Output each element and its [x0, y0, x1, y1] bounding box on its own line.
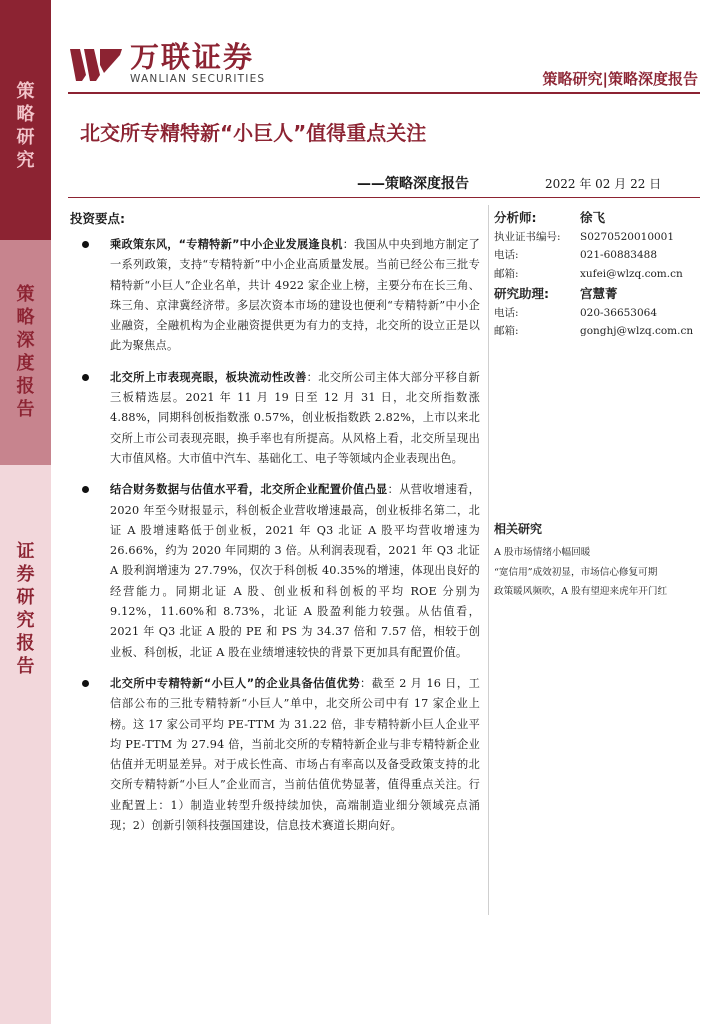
sidebar-label-strategy-research: 策 略 研 究: [16, 81, 35, 171]
bullet-icon: [82, 486, 89, 493]
related-heading: 相关研究: [494, 522, 543, 536]
highlight-point: [70, 480, 480, 663]
point-lead: 北交所中专精特新“小巨人”的企业具备估值优势: [110, 676, 361, 690]
sidebar-label-securities-research-report: 证 券 研 究 报 告: [16, 541, 35, 677]
related-item[interactable]: “宽信用”成效初显，市场信心修复可期: [494, 566, 658, 578]
column-divider: [488, 205, 489, 915]
email-label: 邮箱:: [494, 267, 519, 280]
header-divider: [68, 92, 700, 94]
title-divider: [68, 197, 700, 198]
analyst-cert: S0270520010001: [580, 230, 675, 243]
assistant-label: 研究助理:: [494, 286, 549, 301]
highlight-point: [70, 368, 480, 469]
bullet-icon: [82, 241, 89, 248]
point-body: ：北交所公司主体大部分平移自新三板精选层。2021 年 11 月 19 日至 12 月 31 日，北交所指数涨 4.88%，同期科创板指数涨 0.57%，创业板指数跌 2.82%，上市以来北交所上市公司表现亮眼，换手率也有所提高。从风格上看，北交所呈现出大市值风格。大市值中汽车、基础化工、电子等领域内企业表现出色。: [110, 370, 480, 465]
point-lead: 结合财务数据与估值水平看，北交所企业配置价值凸显: [110, 483, 388, 497]
related-research: [494, 520, 706, 602]
cert-label: 执业证书编号:: [494, 230, 561, 243]
analyst-label: 分析师:: [494, 210, 537, 225]
analyst-info: [494, 209, 704, 341]
assistant-tel: 020-36653064: [580, 306, 658, 319]
tel-label: 电话:: [494, 306, 519, 319]
bullet-icon: [82, 374, 89, 381]
report-category: 策略研究|策略深度报告: [542, 70, 698, 88]
point-body: ：从营收增速看，2020 年至今财报显示，科创板企业营收增速最高，创业板排名第二，北证 A 股增速略低于创业板，2021 年 Q3 北证 A 股平均营收增速为 26.66%，约为 2020 年同期的 3 倍。从利润表现看，2021 年 Q3 北证 A 股利润增速为 27.79%，仅次于科创板 40.35%的增速，体现出良好的经营能力。同期北证 A 股、创业板和科创板的平均 ROE 分别为 9.12%，11.60%和 8.73%，北证 A 股盈利能力较强。从估值看，2021 年 Q3 北证 A 股的 PE 和 PS 为 34.37 倍和 7.57 倍，相较于创业板、科创板，北证 A 股在业绩增速较快的背景下更加具有配置价值。: [110, 483, 480, 659]
investment-highlights: [70, 209, 480, 847]
analyst-email[interactable]: xufei@wlzq.com.cn: [580, 267, 683, 280]
company-logo: [70, 42, 265, 85]
assistant-email[interactable]: gonghj@wlzq.com.cn: [580, 325, 694, 337]
point-body: ：我国从中央到地方制定了一系列政策，支持“专精特新”中小企业高质量发展。当前已经公布三批专精特新“小巨人”企业名单，共计 4922 家企业上榜，主要分布在长三角、珠三角、京津冀经济带。多层次资本市场的建设也便利“专精特新”中小企业融资，全融机构为企业融资提供更为有力的支持，北交所的设立正是以此为聚焦点。: [110, 238, 480, 353]
wanlian-logo-icon: [70, 45, 122, 83]
analyst-name: 徐飞: [580, 210, 606, 225]
related-item[interactable]: 政策暖风频吹，A 股有望迎来虎年开门红: [494, 586, 668, 597]
report-date: 2022 年 02 月 22 日: [545, 177, 662, 191]
highlight-point: [70, 235, 480, 357]
bullet-icon: [82, 680, 89, 687]
assistant-name: 宫慧菁: [580, 286, 618, 301]
point-lead: 乘政策东风，“专精特新”中小企业发展逢良机: [110, 238, 343, 251]
tel-label: 电话:: [494, 249, 519, 261]
logo-chinese-name: 万联证券: [130, 40, 255, 74]
investment-heading: 投资要点:: [70, 211, 125, 226]
logo-english-name: WANLIAN SECURITIES: [130, 73, 266, 85]
highlight-point: [70, 674, 480, 836]
related-item[interactable]: A 股市场情绪小幅回暖: [494, 547, 591, 558]
report-title: 北交所专精特新“小巨人”值得重点关注: [80, 121, 427, 145]
point-body: ：截至 2 月 16 日，工信部公布的三批专精特新“小巨人”单中，北交所公司中有 17 家企业上榜。这 17 家公司平均 PE-TTM 为 31.22 倍，非专精特新小巨人企业平均 PE-TTM 为 27.94 倍，当前北交所的专精特新企业与非专精特新企业估值并无明显差异。对于成长性高、市场占有率高以及备受政策支持的北交所专精特新“小巨人”企业而言，当前估值优势显著，值得重点关注。行业配置上：1）制造业转型升级持续加快，高端制造业细分领域亮点涌现；2）创新引领科技强国建设，信息技术赛道长期向好。: [110, 676, 480, 833]
point-lead: 北交所上市表现亮眼，板块流动性改善: [110, 370, 307, 384]
email-label: 邮箱:: [494, 325, 519, 337]
report-subtitle: ——策略深度报告: [357, 176, 469, 192]
analyst-tel: 021-60883488: [580, 249, 658, 261]
sidebar-label-strategy-depth-report: 策 略 深 度 报 告: [16, 284, 35, 420]
